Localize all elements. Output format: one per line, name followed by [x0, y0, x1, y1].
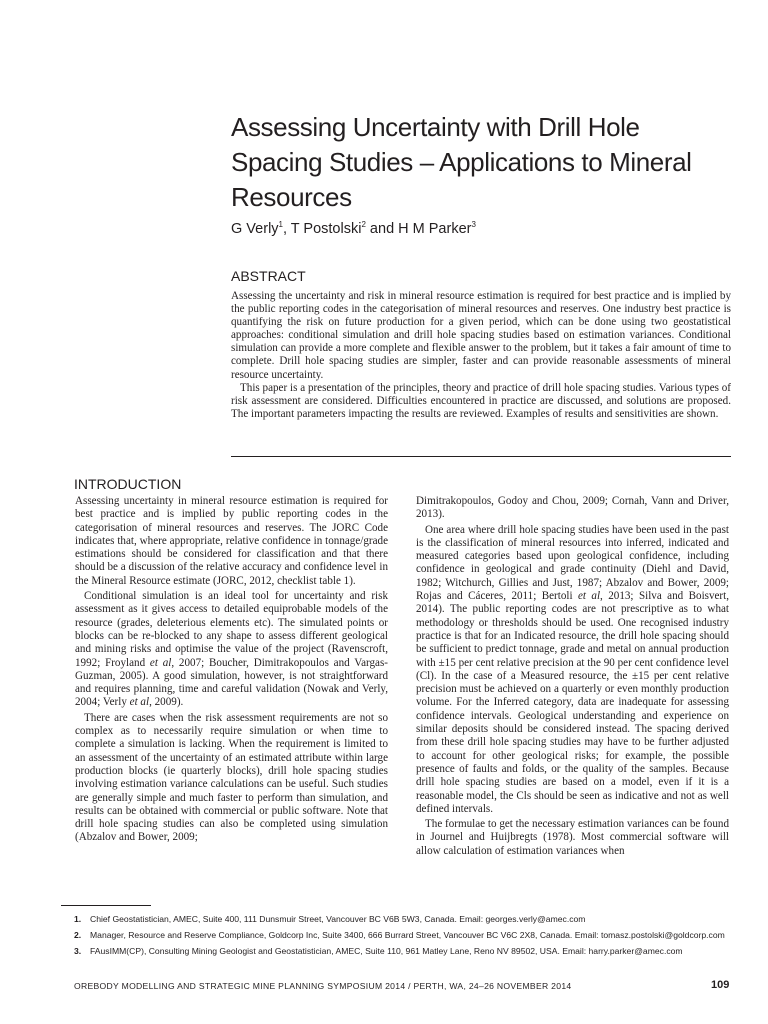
italic-run: et al — [149, 656, 172, 669]
text-run: , 2009). — [149, 696, 184, 709]
right-column — [416, 495, 729, 860]
text-run: Assessing uncertainty in mineral resource estimation is required for best practice and is implied by public reporting codes in the categorisation of mineral resources and reserves. The JORC Code indicates that, where appropriate, relative confidence in tonnage/grade estimations should be considered for classification and that there should be a discussion of the relative accuracy and confidence level in the Mineral Resource estimate (JORC, 2012, checklist table 1). — [75, 495, 388, 587]
introduction-heading: INTRODUCTION — [74, 476, 182, 492]
italic-run: et al — [129, 696, 150, 709]
author-affiliation-mark: 2 — [361, 220, 366, 229]
footnote-number: 2. — [74, 930, 82, 940]
running-footer: OREBODY MODELLING AND STRATEGIC MINE PLANNING SYMPOSIUM 2014 / PERTH, WA, 24–26 NOVEMBER 2014 — [74, 981, 572, 991]
abstract-paragraph: Assessing the uncertainty and risk in mineral resource estimation is required for best practice and is implied by the public reporting codes in the categorisation of mineral resources and reserves. One industry best practice is quantifying the risk on future production for a given period, which can be done using two geostatistical approaches: conditional simulation and drill hole spacing studies based on estimation variances. Conditional simulation can provide a more complete and flexible answer to the problem, but it takes a fair amount of time to complete. Drill hole spacing studies are simpler, faster and can provide reasonable assessments of mineral resource uncertainty. — [231, 290, 731, 381]
body-paragraph — [416, 495, 729, 522]
body-paragraph — [75, 712, 388, 845]
footnote-text: Manager, Resource and Reserve Compliance, Goldcorp Inc, Suite 3400, 666 Burrard Street, Vancouver BC V6C 2X8, Canada. Email: tomasz.postolski@goldcorp.com — [90, 930, 725, 940]
abstract-heading: ABSTRACT — [231, 268, 306, 284]
page-number: 109 — [711, 979, 730, 991]
footnote-divider — [61, 905, 151, 906]
abstract-paragraph: This paper is a presentation of the principles, theory and practice of drill hole spacing studies. Various types of risk assessment are considered. Difficulties encountered in practice are discussed, and solutions are proposed. The important parameters impacting the results are reviewed. Examples of results and sensitivities are shown. — [231, 381, 731, 420]
text-run: Conditional simulation is an ideal tool for uncertainty and risk assessment as it gives access to detailed equiprobable models of the resource (grades, deleterious elements etc). The simulated points or blocks can be re-blocked to any shape to assess different geological and mining risks and optimise the value of the project (Ravenscroft, 1992; Froyland — [75, 590, 388, 669]
abstract-body — [231, 290, 731, 421]
text-run: , 2013; Silva and Boisvert, 2014). The public reporting codes are not prescriptive as to what methodology or thresholds should be used. One recognised industry practice is that for an Indicated resource, the drill hole spacing should be sufficient to predict tonnage, grade and metal on annual production with ±15 per cent relative precision at the 90 per cent confidence level (Cl). In the case of a Measured resource, the ±15 per cent relative precision must be achieved on a quarterly or even monthly production volume. For the Inferred category, data are inadequate for assessing confidence intervals. Geological understanding and experience on similar deposits should be considered instead. The spacing derived from these drill hole spacing studies may have to be further adjusted to account for other geological risks; for example, the possible presence of faults and folds, or the quality of the samples. Because drill hole spacing studies are based on a model, even if it is a reasonable model, the Cls should be seen as indicative and not as well defined intervals. — [416, 590, 729, 815]
text-run: , 2007; Boucher, Dimitrakopoulos and Vargas-Guzman, 2005). A good simulation, however, is not straightforward and requires planning, time and careful validation (Nowak and Verly, 2004; Verly — [75, 656, 388, 709]
text-run: Dimitrakopoulos, Godoy and Chou, 2009; Cornah, Vann and Driver, 2013). — [416, 495, 729, 521]
footnotes — [74, 911, 734, 959]
author-name: G Verly — [231, 221, 279, 237]
left-column — [75, 495, 388, 847]
abstract-divider — [231, 456, 731, 457]
footnote-text: FAusIMM(CP), Consulting Mining Geologist and Geostatistician, AMEC, Suite 110, 961 Matley Lane, Reno NV 89502, USA. Email: harry.parker@amec.com — [90, 946, 683, 956]
author-name: T Postolski — [290, 221, 362, 237]
body-paragraph — [416, 818, 729, 858]
author-and: and — [365, 221, 399, 237]
paper-title: Assessing Uncertainty with Drill Hole Spacing Studies – Applications to Mineral Resources — [231, 112, 692, 212]
author-name: H M Parker — [398, 221, 472, 237]
footnote-number: 1. — [74, 914, 82, 924]
text-run: One area where drill hole spacing studies have been used in the past is the classification of mineral resources into inferred, indicated and measured categories based upon geological confidence, including confidence in geological and grade continuity (Diehl and David, 1982; Witchurch, Gillies and Just, 1987; Abzalov and Bower, 2009; Rojas and Cáceres, 2011; Bertoli — [416, 523, 729, 603]
text-run: There are cases when the risk assessment requirements are not so complex as to necessarily require simulation or when time to complete a simulation is lacking. When the requirement is limited to an assessment of the uncertainty of an estimated attribute within large production blocks (ie quarterly blocks), drill hole spacing studies involving estimation variance calculations can be useful. Such studies are generally simple and much faster to perform than simulation, and results can be obtained with commercial or public software. Note that drill hole spacing studies can also be completed using simulation (Abzalov and Bower, 2009; — [75, 711, 388, 844]
author-separator: , — [283, 221, 291, 237]
italic-run: et al — [577, 590, 601, 603]
body-paragraph — [416, 524, 729, 817]
footnote — [74, 927, 734, 943]
text-run: The formulae to get the necessary estimation variances can be found in Journel and Huijbregts (1978). Most commercial software will allow calculation of estimation variances when — [416, 818, 729, 857]
author-affiliation-mark: 3 — [471, 220, 476, 229]
author-affiliation-mark: 1 — [278, 220, 283, 229]
body-paragraph — [75, 590, 388, 710]
footnote-text: Chief Geostatistician, AMEC, Suite 400, 111 Dunsmuir Street, Vancouver BC V6B 5W3, Canada. Email: georges.verly@amec.com — [90, 914, 586, 924]
body-paragraph — [75, 495, 388, 588]
author-list — [231, 220, 476, 237]
footnote-number: 3. — [74, 946, 82, 956]
footnote — [74, 911, 734, 927]
footnote — [74, 943, 734, 959]
